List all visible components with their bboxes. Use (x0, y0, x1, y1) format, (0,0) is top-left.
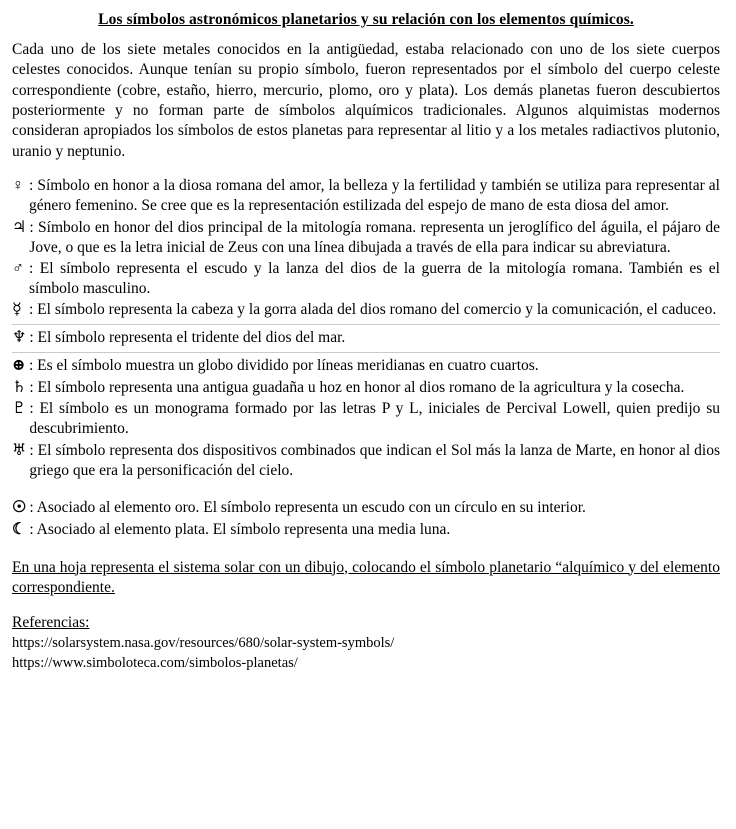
list-item-text: : Símbolo en honor del dios principal de la mitología romana. representa un jeroglífico del águila, el pájaro de Jove, o que es la letra inicial de Zeus con una línea dibujada a través de ella para indicar su abreviatura. (29, 218, 720, 256)
intro-paragraph: Cada uno de los siete metales conocidos en la antigüedad, estaba relacionado con uno de los siete cuerpos celestes conocidos. Aunque tenían su propio símbolo, fueron representados por el símbolo del cuerpo celeste correspondiente (cobre, estaño, hierro, mercurio, plomo, oro y plata). Los demás planetas fueron descubiertos posteriormente y no forman parte de símbolos alquímicos tradicionales. Algunos alquimistas modernos consideran apropiados los símbolos de estos planetas para representar al litio y a los metales radiactivos plutonio, uranio y neptunio. (12, 40, 720, 160)
list-item (12, 328, 720, 349)
list-item (12, 218, 720, 258)
saturn-symbol: ♄ (12, 378, 27, 396)
list-item (12, 399, 720, 439)
jupiter-symbol: ♃ (12, 218, 27, 236)
list-item (12, 441, 720, 481)
sun-gold-symbol: ☉ (12, 498, 27, 516)
list-item-text: : Símbolo en honor a la diosa romana del amor, la belleza y la fertilidad y también se utiliza para representar al género femenino. Se cree que es la representación estilizada del espejo de mano de esta diosa del amor. (29, 177, 720, 215)
venus-symbol: ♀ (12, 177, 24, 195)
list-item (12, 259, 720, 299)
list-item (12, 356, 720, 377)
reference-link[interactable]: https://www.simboloteca.com/simbolos-planetas/ (12, 654, 298, 671)
list-item (12, 176, 720, 216)
list-item-text: : El símbolo representa una antigua guadaña u hoz en honor al dios romano de la agricultura y la cosecha. (29, 378, 685, 396)
list-item (12, 520, 720, 541)
references-heading: Referencias: (12, 614, 90, 632)
spacer (12, 482, 720, 498)
spacer (8, 542, 724, 558)
list-item-text: : Asociado al elemento oro. El símbolo representa un escudo con un círculo en su interior. (29, 498, 586, 516)
earth-symbol: ⊕ (12, 356, 26, 374)
pluto-symbol: ♇ (12, 400, 27, 418)
moon-silver-symbol: ☾ (12, 520, 27, 538)
uranus-symbol: ♅ (12, 441, 27, 459)
list-item-text: : Es el símbolo muestra un globo dividido por líneas meridianas en cuatro cuartos. (29, 356, 539, 374)
list-item-text: : El símbolo representa la cabeza y la gorra alada del dios romano del comercio y la comunicación, el caduceo. (29, 301, 717, 319)
list-item-text: : Asociado al elemento plata. El símbolo representa una media luna. (29, 520, 451, 538)
list-item-text: : El símbolo representa el tridente del dios del mar. (29, 328, 346, 346)
divider (12, 352, 720, 353)
neptune-symbol: ♆ (12, 328, 27, 346)
list-item (12, 300, 720, 321)
list-item (12, 498, 720, 519)
list-item-text: : El símbolo es un monograma formado por las letras P y L, iniciales de Percival Lowell, quien predijo su descubrimiento. (29, 400, 720, 438)
planet-symbol-list (12, 176, 720, 540)
list-item-text: : El símbolo representa dos dispositivos combinados que indican el Sol más la lanza de Marte, en honor al dios griego que era la personificación del cielo. (29, 441, 720, 479)
mercury-symbol: ☿ (12, 301, 22, 319)
list-item-text: : El símbolo representa el escudo y la lanza del dios de la guerra de la mitología romana. También es el símbolo masculino. (29, 259, 720, 298)
page-title: Los símbolos astronómicos planetarios y su relación con los elementos químicos. (98, 11, 634, 28)
divider (12, 324, 720, 325)
closing-instruction: En una hoja representa el sistema solar con un dibujo, colocando el símbolo planetario “alquímico y del elemento correspondiente. (12, 558, 720, 596)
mars-symbol: ♂ (12, 259, 24, 277)
reference-link[interactable]: https://solarsystem.nasa.gov/resources/680/solar-system-symbols/ (12, 635, 395, 652)
list-item (12, 378, 720, 399)
